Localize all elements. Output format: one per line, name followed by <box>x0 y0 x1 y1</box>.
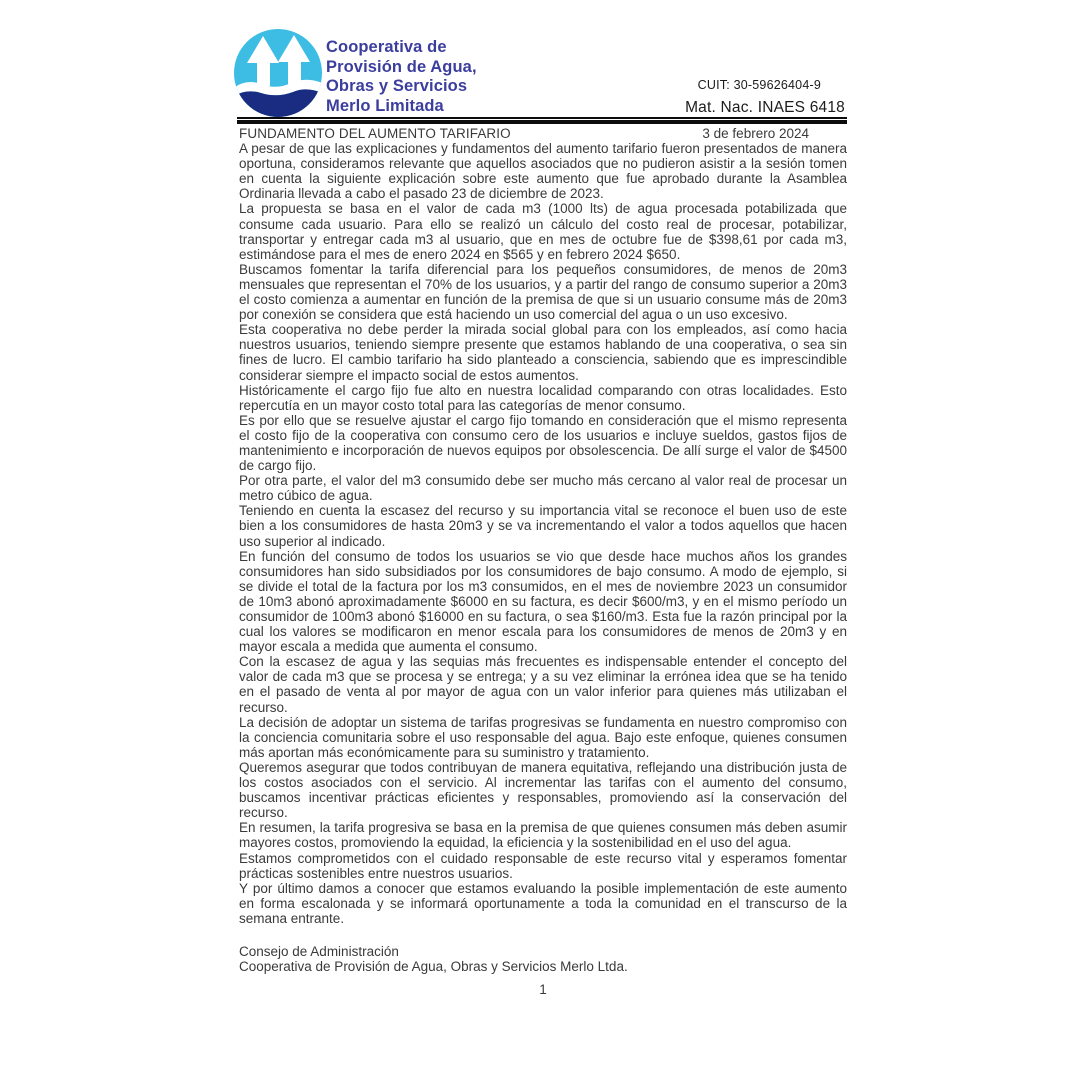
paragraph: Con la escasez de agua y las sequias más frecuentes es indispensable entender el concepto del valor de cada m3 que se procesa y se entrega; y a su vez eliminar la errónea idea que se ha tenido en el pasado de venta al por mayor de agua con un valor inferior para quienes más utilizaban el recurso. <box>239 654 847 715</box>
paragraph: En resumen, la tarifa progresiva se basa en la premisa de que quienes consumen más deben asumir mayores costos, promoviendo la equidad, la eficiencia y la sostenibilidad en el uso del agua. <box>239 820 847 851</box>
paragraph: Es por ello que se resuelve ajustar el cargo fijo tomando en consideración que el mismo representa el costo fijo de la cooperativa con consumo cero de los usuarios e incluye sueldos, gastos fijos de mantenimiento e incorporación de nuevos equipos por obsolescencia. De allí surge el valor de $4500 de cargo fijo. <box>239 412 847 474</box>
paragraph: Buscamos fomentar la tarifa diferencial para los pequeños consumidores, de menos de 20m3 mensuales que representan el 70% de los usuarios, y a partir del rango de consumo superior a 20m3 el costo comienza a aumentar en función de la premisa de que si un usuario consume más de 20m3 por conexión se considera que está haciendo un uso comercial del agua o un uso excesivo. <box>239 261 847 323</box>
coop-water-logo <box>233 28 323 118</box>
title-row <box>239 126 847 141</box>
water-trees-icon <box>233 28 323 118</box>
paragraph: En función del consumo de todos los usuarios se vio que desde hace muchos años los grandes consumidores han sido subsidiados por los consumidores de bajo consumo. A modo de ejemplo, si se divide el total de la factura por los m3 consumidos, en el mes de noviembre 2023 un consumidor de 10m3 abonó aproximadamente $6000 en su factura, es decir $600/m3, y en el mismo período un consumidor de 100m3 abonó $16000 en su factura, o sea $160/m3. Esta fue la razón principal por la cual los valores se modificaron en menor escala para los consumidores de menos de 20m3 y en mayor escala a medida que aumenta el consumo. <box>239 548 847 655</box>
registration-block <box>585 78 845 117</box>
paragraph: Queremos asegurar que todos contribuyan de manera equitativa, reflejando una distribución justa de los costos asociados con el servicio. Al incrementar las tarifas con el aumento del consumo, buscamos incentivar prácticas eficientes y responsables, promoviendo así la conservación del recurso. <box>239 759 847 821</box>
header-divider <box>237 117 847 124</box>
document-body <box>239 126 847 997</box>
paragraph: Por otra parte, el valor del m3 consumido debe ser mucho más cercano al valor real de procesar un metro cúbico de agua. <box>239 473 847 504</box>
signature-line-council: Consejo de Administración <box>239 943 399 959</box>
paragraph: La propuesta se basa en el valor de cada m3 (1000 lts) de agua procesada potabilizada que consume cada usuario. Para ello se realizó un cálculo del costo real de procesar, potabilizar, transportar y entregar cada m3 al usuario, que en mes de octubre fue de $398,61 por cada m3, estimándose para el mes de enero 2024 en $565 y en febrero 2024 $650. <box>239 201 847 262</box>
coop-name-line: Provisión de Agua, <box>326 57 477 76</box>
paragraph: Históricamente el cargo fijo fue alto en nuestra localidad comparando con otras localidades. Esto repercutía en un mayor costo total para las categorías de menor consumo. <box>239 382 847 413</box>
document-title: FUNDAMENTO DEL AUMENTO TARIFARIO <box>239 126 511 141</box>
cuit-number: CUIT: 30-59626404-9 <box>697 78 821 92</box>
paragraph: La decisión de adoptar un sistema de tarifas progresivas se fundamenta en nuestro compromiso con la conciencia comunitaria sobre el uso responsable del agua. Bajo este enfoque, quienes consumen más aportan más económicamente para su suministro y tratamiento. <box>239 714 847 760</box>
coop-name-line: Merlo Limitada <box>326 96 444 115</box>
coop-name-line: Cooperativa de <box>326 38 447 56</box>
divider-thick-line <box>237 120 847 124</box>
paragraph: Estamos comprometidos con el cuidado responsable de este recurso vital y esperamos fomentar prácticas sostenibles entre nuestros usuarios. <box>239 850 847 881</box>
coop-name-line: Obras y Servicios <box>326 77 468 95</box>
paragraph: Y por último damos a conocer que estamos evaluando la posible implementación de este aumento en forma escalonada y se informará oportunamente a toda la comunidad en el transcurso de la semana entrante. <box>239 880 847 926</box>
coop-name <box>326 38 477 116</box>
paragraph: A pesar de que las explicaciones y fundamentos del aumento tarifario fueron presentados de manera oportuna, consideramos relevante que aquellos asociados que no pudieron asistir a la sesión tomen en cuenta la siguiente explicación sobre este aumento que fue aprobado durante la Asamblea Ordinaria llevada a cabo el pasado 23 de diciembre de 2023. <box>239 141 847 202</box>
signature-line-coop: Cooperativa de Provisión de Agua, Obras y Servicios Merlo Ltda. <box>239 959 628 975</box>
inaes-registration: Mat. Nac. INAES 6418 <box>685 99 845 116</box>
signature-block <box>239 944 847 974</box>
document-date: 3 de febrero 2024 <box>702 126 809 141</box>
page-number: 1 <box>539 982 547 998</box>
paragraph: Esta cooperativa no debe perder la mirada social global para con los empleados, así como hacia nuestros usuarios, teniendo siempre presente que estamos hablando de una cooperativa, o sea sin fines de lucro. El cambio tarifario ha sido planteado a consciencia, sabiendo que es imprescindible considerar siempre el impacto social de estos aumentos. <box>239 322 847 383</box>
paragraph: Teniendo en cuenta la escasez del recurso y su importancia vital se reconoce el buen uso de este bien a los consumidores de hasta 20m3 y se va incrementando el valor a todos aquellos que hacen uso superior al indicado. <box>239 503 847 549</box>
